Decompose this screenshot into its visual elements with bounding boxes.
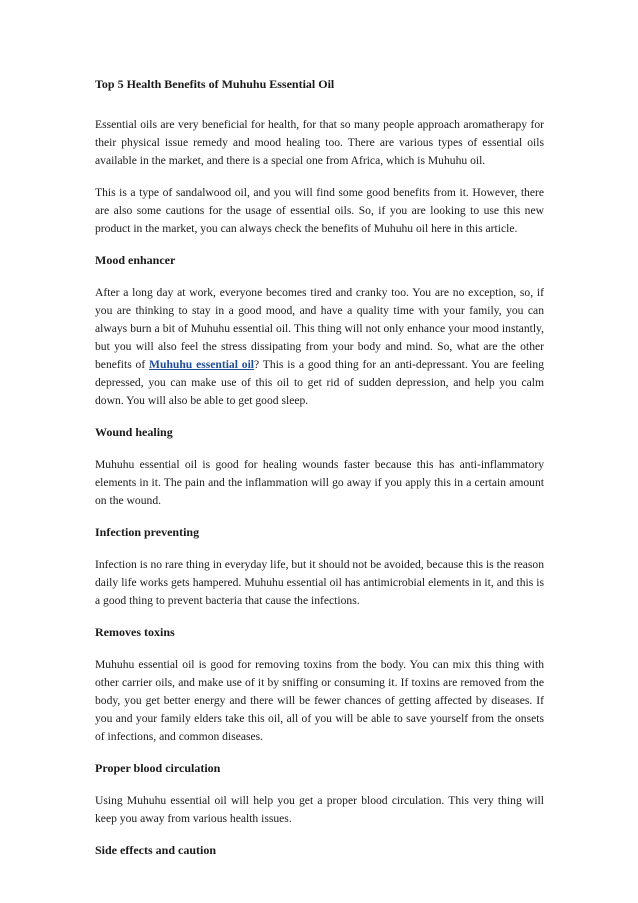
section-heading-blood-circulation: Proper blood circulation: [95, 761, 221, 775]
section-heading-wound-healing: Wound healing: [95, 425, 173, 439]
mood-enhancer-paragraph: [95, 284, 544, 410]
section-heading-infection-preventing: Infection preventing: [95, 525, 200, 539]
wound-healing-paragraph: Muhuhu essential oil is good for healing wounds faster because this has anti-inflammatory elements in it. The pain and the inflammation will go away if you apply this in a certain amount on the wound.: [95, 458, 544, 507]
document-page: [95, 76, 544, 874]
section-heading-side-effects: Side effects and caution: [95, 843, 216, 857]
mood-text-after-link: ? This is a good thing for an anti-depressant. You are feeling depressed, you can make use of this oil to get rid of sudden depression, and help you calm down. You will also be able to get good sleep.: [95, 358, 544, 407]
infection-preventing-paragraph: Infection is no rare thing in everyday life, but it should not be avoided, because this is the reason daily life works gets hampered. Muhuhu essential oil has antimicrobial elements in it, and this is a good thing to prevent bacteria that cause the infections.: [95, 558, 544, 607]
mood-text-before-link: After a long day at work, everyone becomes tired and cranky too. You are no exception, so, if you are thinking to stay in a good mood, and have a quality time with your family, you can always burn a bit of Muhuhu essential oil. This thing will not only enhance your mood instantly, but you will also feel the stress dissipating from your body and mind. So, what are the other benefits of: [95, 286, 544, 371]
blood-circulation-paragraph: Using Muhuhu essential oil will help you get a proper blood circulation. This very thing will keep you away from various health issues.: [95, 794, 544, 825]
section-heading-mood-enhancer: Mood enhancer: [95, 253, 176, 267]
muhuhu-essential-oil-link[interactable]: Muhuhu essential oil: [149, 358, 255, 371]
intro-paragraph-1: Essential oils are very beneficial for health, for that so many people approach aromatherapy for their physical issue remedy and mood healing too. There are various types of essential oils available in the market, and there is a special one from Africa, which is Muhuhu oil.: [95, 118, 544, 167]
intro-paragraph-2: This is a type of sandalwood oil, and you will find some good benefits from it. However, there are also some cautions for the usage of essential oils. So, if you are looking to use this new product in the market, you can always check the benefits of Muhuhu oil here in this article.: [95, 186, 544, 235]
document-title: Top 5 Health Benefits of Muhuhu Essential Oil: [95, 77, 335, 91]
removes-toxins-paragraph: Muhuhu essential oil is good for removing toxins from the body. You can mix this thing with other carrier oils, and make use of it by sniffing or consuming it. If toxins are removed from the body, you get better energy and there will be fewer chances of getting affected by diseases. If you and your family elders take this oil, all of you will be able to save yourself from the onsets of infections, and common diseases.: [95, 658, 544, 743]
section-heading-removes-toxins: Removes toxins: [95, 625, 175, 639]
